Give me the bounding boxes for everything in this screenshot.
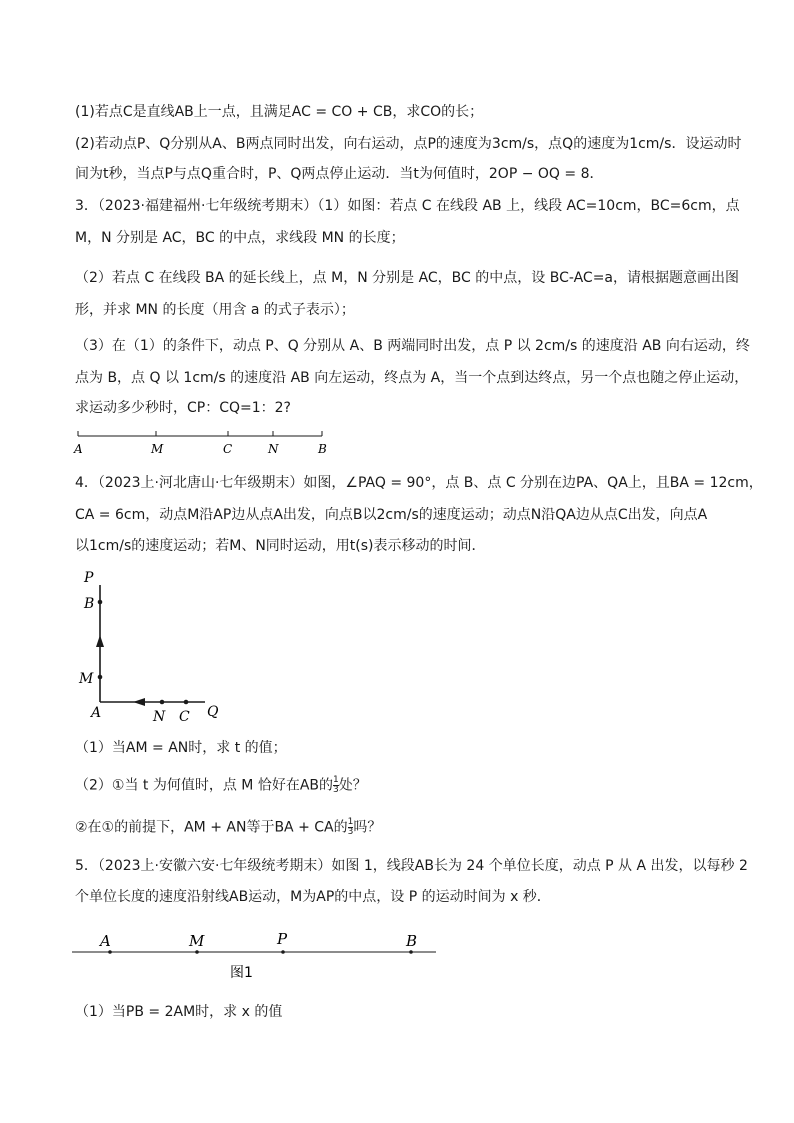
label-m: M xyxy=(151,442,164,456)
problem4-intro-line2: CA = 6cm，动点M沿AP边从点A出发，向点B以2cm/s的速度运动；动点N沿QA边从点C出发，向点A xyxy=(75,507,708,523)
label-a: A xyxy=(100,932,111,950)
problem2-q2-line2: 间为t秒，当点P与点Q重合时，P、Q两点停止运动．当t为何值时，2OP − OQ = 8． xyxy=(75,166,604,182)
label-n: N xyxy=(268,442,279,456)
point-m xyxy=(98,675,103,680)
arrow-left-icon xyxy=(133,698,145,706)
problem3-q2-line1: （2）若点 C 在线段 BA 的延长线上，点 M，N 分别是 AC，BC 的中点，设 BC-AC=a，请根据题意画出图 xyxy=(75,270,739,286)
label-c: C xyxy=(179,709,190,725)
problem4-q1: （1）当AM = AN时，求 t 的值； xyxy=(75,740,287,756)
label-p: P xyxy=(84,570,94,586)
problem4-intro-line1: 4．（2023上·河北唐山·七年级期末）如图，∠PAQ = 90°，点 B、点 C 分别在边PA、QA上，且BA = 12cm， xyxy=(75,475,763,491)
label-m: M xyxy=(189,932,205,950)
label-a: A xyxy=(74,442,83,456)
problem4-q2-suffix: 处？ xyxy=(338,777,367,794)
point-c xyxy=(184,700,189,705)
problem3-q3-line2: 点为 B，点 Q 以 1cm/s 的速度沿 AB 向左运动，终点为 A，当一个点到达终点，另一个点也随之停止运动， xyxy=(75,370,749,386)
problem2-q2-line1: (2)若动点P、Q分别从A、B两点同时出发，向右运动，点P的速度为3cm/s，点Q的速度为1cm/s．设运动时 xyxy=(75,136,742,152)
problem3-segment-figure xyxy=(70,425,340,459)
problem4-q2-text: （2）①当 t 为何值时，点 M 恰好在AB的 xyxy=(75,777,334,794)
label-c: C xyxy=(223,442,233,456)
point-a xyxy=(108,950,112,954)
label-n: N xyxy=(153,709,166,725)
label-q: Q xyxy=(207,704,219,720)
label-p: P xyxy=(277,930,288,948)
problem5-q1: （1）当PB = 2AM时，求 x 的值 xyxy=(75,1004,283,1020)
problem4-angle-figure xyxy=(75,565,235,730)
point-m xyxy=(195,950,199,954)
fraction-one-third: $\frac{1}{3}$ xyxy=(347,817,354,837)
problem4-q3-text: ②在①的前提下，AM + AN等于BA + CA的 xyxy=(75,819,348,836)
problem3-q3-line1: （3）在（1）的条件下，动点 P、Q 分别从 A、B 两端同时出发，点 P 以 2cm/s 的速度沿 AB 向右运动，终 xyxy=(75,338,750,354)
label-b: B xyxy=(406,932,418,950)
problem2-q1: (1)若点C是直线AB上一点，且满足AC = CO + CB，求CO的长； xyxy=(75,104,484,120)
problem4-q2 xyxy=(75,776,367,795)
problem3-q2-line2: 形，并求 MN 的长度（用含 a 的式子表示）； xyxy=(75,302,355,318)
label-b: B xyxy=(318,442,327,456)
point-p xyxy=(281,950,285,954)
problem3-intro-line2: M，N 分别是 AC，BC 的中点，求线段 MN 的长度； xyxy=(75,230,405,246)
problem5-intro-line2: 个单位长度的速度沿射线AB运动，M为AP的中点，设 P 的运动时间为 x 秒． xyxy=(75,889,551,905)
problem4-intro-line3: 以1cm/s的速度运动；若M、N同时运动，用t(s)表示移动的时间． xyxy=(75,538,486,554)
arrow-up-icon xyxy=(96,635,104,647)
label-m: M xyxy=(79,671,94,687)
problem5-ray-figure xyxy=(70,925,440,985)
problem4-q3-suffix: 吗？ xyxy=(353,819,382,836)
problem3-q3-line3: 求运动多少秒时，CP：CQ=1：2? xyxy=(75,400,291,416)
problem4-q3 xyxy=(75,818,381,837)
point-n xyxy=(160,700,165,705)
point-b xyxy=(98,600,103,605)
label-b: B xyxy=(84,596,95,612)
figure-caption: 图1 xyxy=(230,965,253,981)
fraction-one-third: $\frac{1}{3}$ xyxy=(333,775,339,795)
label-a: A xyxy=(91,705,102,721)
point-b xyxy=(409,950,413,954)
problem3-intro-line1: 3．（2023·福建福州·七年级统考期末）（1）如图：若点 C 在线段 AB 上，线段 AC=10cm，BC=6cm，点 xyxy=(75,198,740,214)
problem5-intro-line1: 5．（2023上·安徽六安·七年级统考期末）如图 1，线段AB长为 24 个单位长度，动点 P 从 A 出发，以每秒 2 xyxy=(75,858,748,874)
